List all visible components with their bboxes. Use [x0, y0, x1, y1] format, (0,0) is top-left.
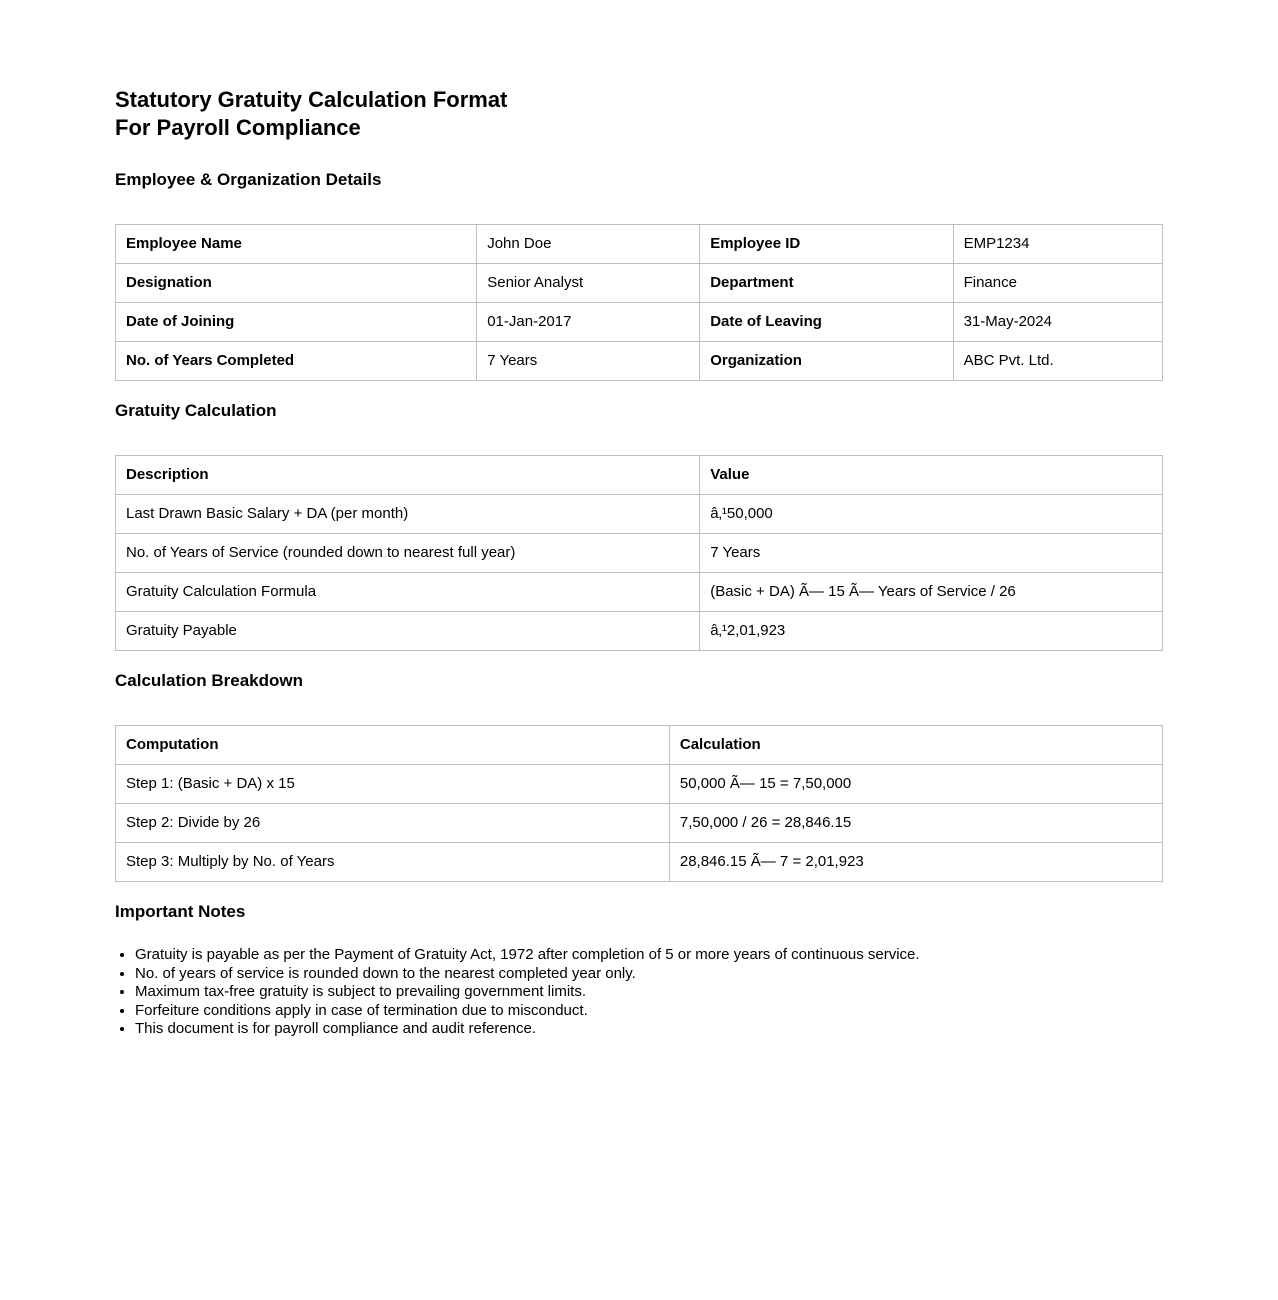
value-cell: (Basic + DA) Ã— 15 Ã— Years of Service / 26	[700, 573, 1163, 612]
computation-cell: Step 2: Divide by 26	[116, 804, 670, 843]
field-label: Designation	[116, 264, 477, 303]
table-row	[116, 495, 1163, 534]
computation-cell: Step 3: Multiply by No. of Years	[116, 843, 670, 882]
column-header-calculation: Calculation	[669, 726, 1162, 765]
calculation-breakdown-table	[115, 725, 1163, 882]
gratuity-calculation-heading: Gratuity Calculation	[115, 401, 277, 420]
page-title	[115, 86, 1163, 142]
field-label: Department	[700, 264, 953, 303]
value-cell: 7 Years	[700, 534, 1163, 573]
description-cell: Gratuity Payable	[116, 612, 700, 651]
field-value: Senior Analyst	[477, 264, 700, 303]
note-item: • No. of years of service is rounded down to the nearest completed year only.	[135, 965, 1163, 984]
table-row	[116, 225, 1163, 264]
employee-details-heading: Employee & Organization Details	[115, 170, 382, 189]
field-value: John Doe	[477, 225, 700, 264]
field-label: Employee ID	[700, 225, 953, 264]
field-value: EMP1234	[953, 225, 1162, 264]
field-value: 31-May-2024	[953, 303, 1162, 342]
description-cell: No. of Years of Service (rounded down to nearest full year)	[116, 534, 700, 573]
column-header-computation: Computation	[116, 726, 670, 765]
note-item: • Maximum tax-free gratuity is subject to prevailing government limits.	[135, 983, 1163, 1002]
page-title-line2: For Payroll Compliance	[115, 115, 361, 140]
field-value: 01-Jan-2017	[477, 303, 700, 342]
field-value: ABC Pvt. Ltd.	[953, 342, 1162, 381]
gratuity-calculation-table	[115, 455, 1163, 651]
table-row	[116, 342, 1163, 381]
value-cell: â‚¹2,01,923	[700, 612, 1163, 651]
table-row	[116, 573, 1163, 612]
table-header-row	[116, 456, 1163, 495]
computation-cell: Step 1: (Basic + DA) x 15	[116, 765, 670, 804]
table-row	[116, 534, 1163, 573]
field-label: Organization	[700, 342, 953, 381]
note-item: • Gratuity is payable as per the Payment of Gratuity Act, 1972 after completion of 5 or more years of continuous service.	[135, 946, 1163, 965]
employee-details-table	[115, 224, 1163, 381]
field-value: 7 Years	[477, 342, 700, 381]
description-cell: Gratuity Calculation Formula	[116, 573, 700, 612]
calculation-cell: 28,846.15 Ã— 7 = 2,01,923	[669, 843, 1162, 882]
field-label: Date of Leaving	[700, 303, 953, 342]
field-label: No. of Years Completed	[116, 342, 477, 381]
note-item: • Forfeiture conditions apply in case of termination due to misconduct.	[135, 1002, 1163, 1021]
calculation-cell: 7,50,000 / 26 = 28,846.15	[669, 804, 1162, 843]
field-value: Finance	[953, 264, 1162, 303]
field-label: Employee Name	[116, 225, 477, 264]
table-row	[116, 264, 1163, 303]
table-row	[116, 843, 1163, 882]
important-notes-list	[115, 946, 1163, 1039]
page-title-line1: Statutory Gratuity Calculation Format	[115, 87, 508, 112]
note-item: • This document is for payroll compliance and audit reference.	[135, 1020, 1163, 1039]
calculation-breakdown-heading: Calculation Breakdown	[115, 671, 303, 690]
table-header-row	[116, 726, 1163, 765]
table-row	[116, 303, 1163, 342]
table-row	[116, 612, 1163, 651]
table-row	[116, 765, 1163, 804]
calculation-cell: 50,000 Ã— 15 = 7,50,000	[669, 765, 1162, 804]
value-cell: â‚¹50,000	[700, 495, 1163, 534]
field-label: Date of Joining	[116, 303, 477, 342]
column-header-description: Description	[116, 456, 700, 495]
table-row	[116, 804, 1163, 843]
column-header-value: Value	[700, 456, 1163, 495]
important-notes-heading: Important Notes	[115, 902, 246, 921]
description-cell: Last Drawn Basic Salary + DA (per month)	[116, 495, 700, 534]
